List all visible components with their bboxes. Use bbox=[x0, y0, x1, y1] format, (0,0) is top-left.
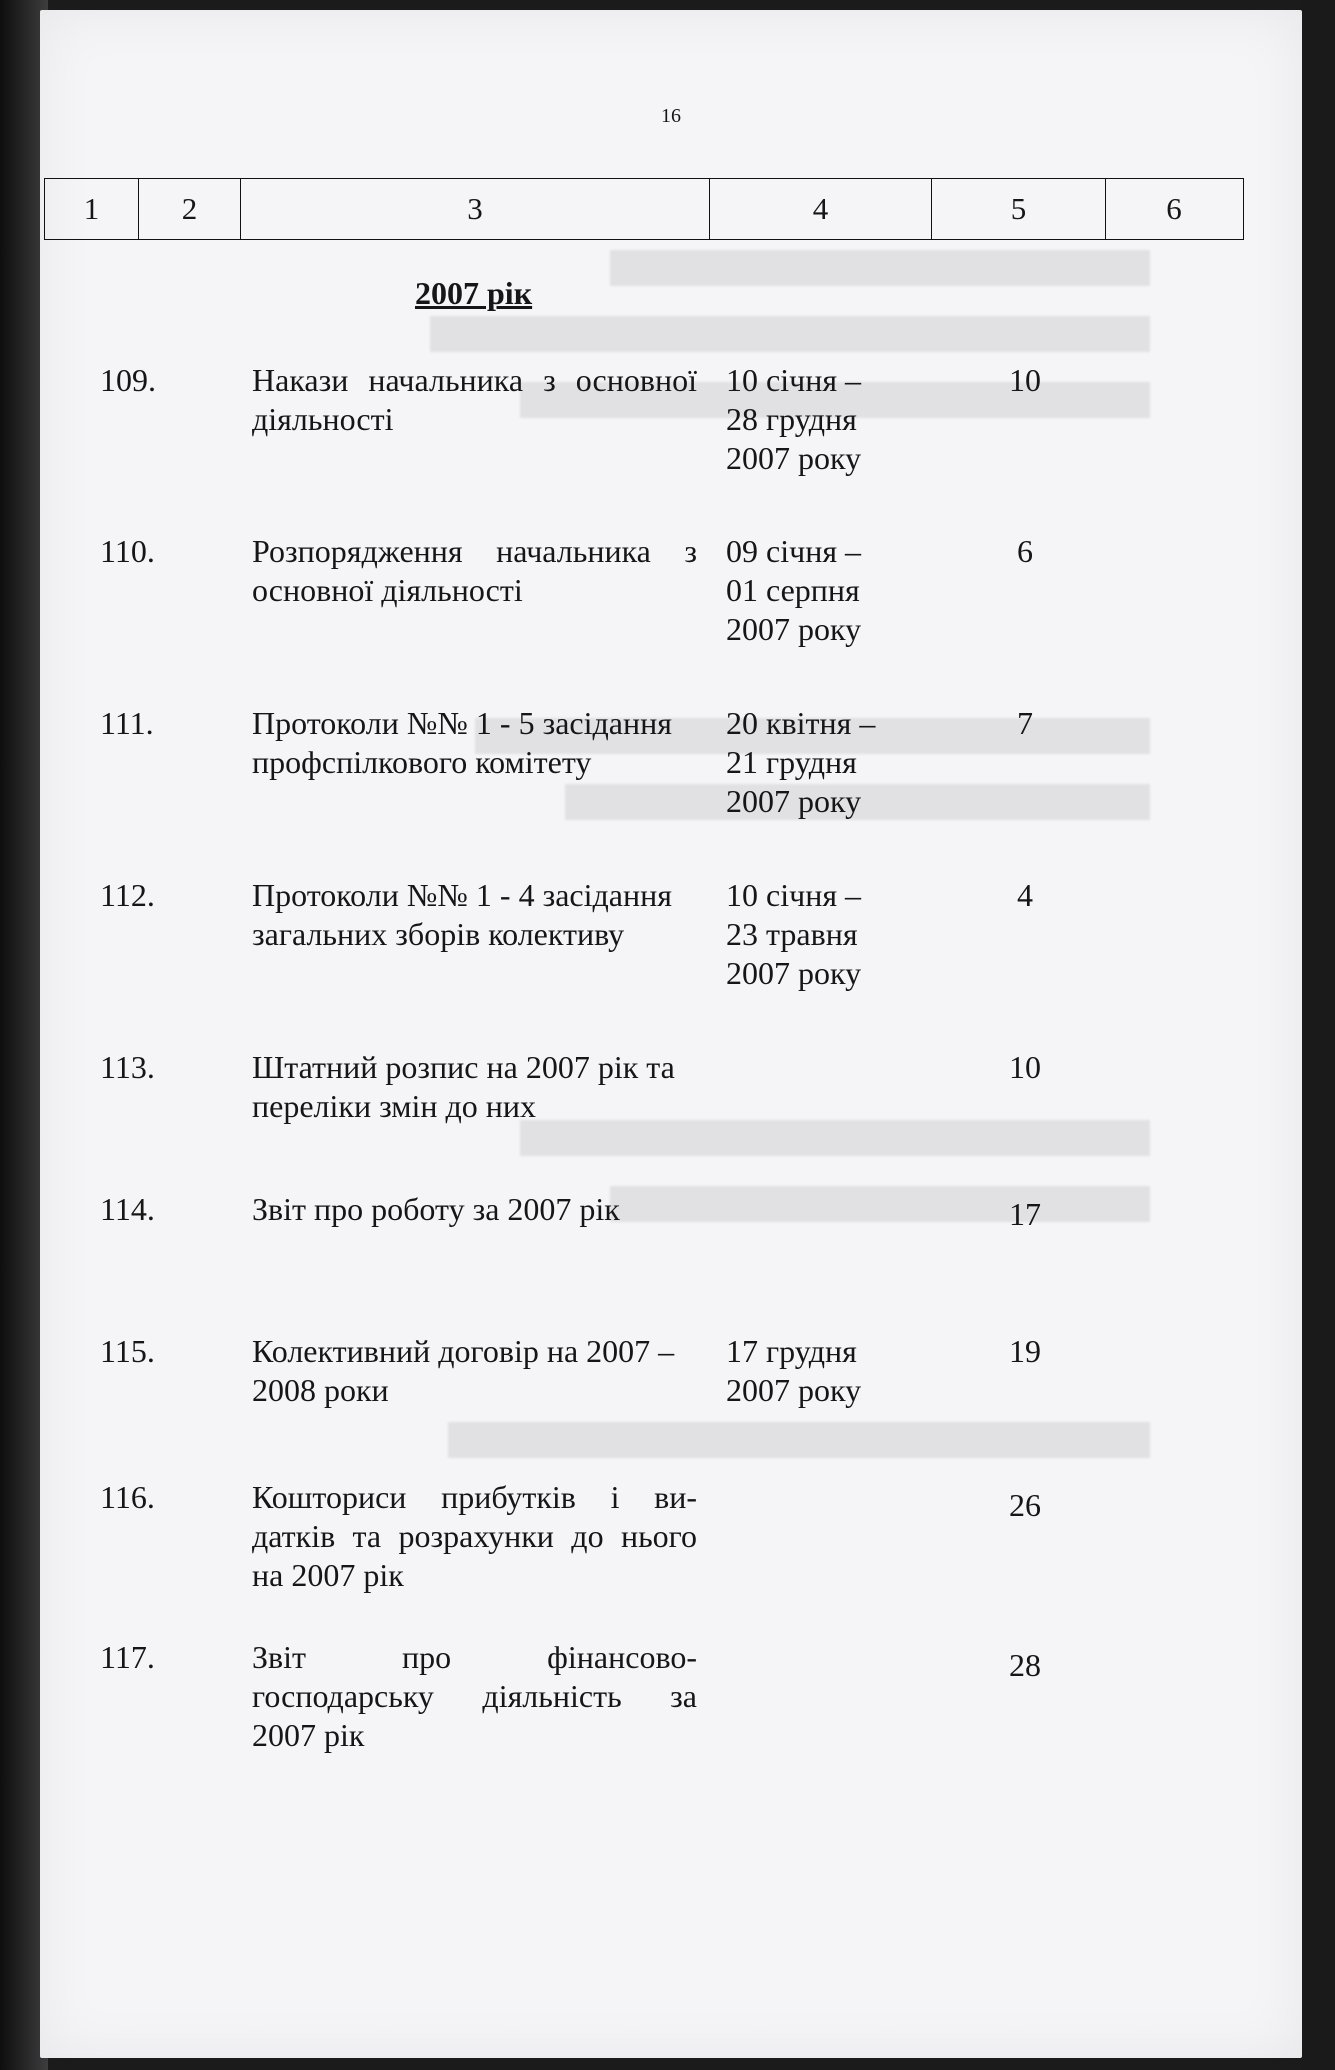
entry-number: 111. bbox=[100, 705, 154, 741]
entry-number: 117. bbox=[100, 1639, 155, 1675]
column-header-4: 4 bbox=[710, 179, 932, 239]
document-page bbox=[40, 10, 1302, 2058]
entry-count: 7 bbox=[1017, 705, 1033, 741]
column-header-6: 6 bbox=[1166, 191, 1182, 226]
entry-title: Колективний договір на 2007 – 2008 роки bbox=[252, 1333, 675, 1408]
entry-number: 112. bbox=[100, 877, 155, 913]
entry-title: Штатний розпис на 2007 рік та переліки змін до них bbox=[252, 1049, 675, 1124]
entry-count: 6 bbox=[1017, 533, 1033, 569]
column-header-1: 1 bbox=[45, 179, 139, 239]
entry-title: Протоколи №№ 1 - 5 засідання профспілкового комітету bbox=[252, 705, 672, 780]
entry-title: Кошториси прибутків і ви- датків та розрахунки до нього на 2007 рік bbox=[252, 1479, 697, 1593]
entry-title: Звіт про роботу за 2007 рік bbox=[252, 1191, 620, 1227]
entry-count: 28 bbox=[1009, 1647, 1041, 1683]
entry-count: 19 bbox=[1009, 1333, 1041, 1369]
column-header-5: 5 bbox=[932, 179, 1106, 239]
entry-count: 26 bbox=[1009, 1487, 1041, 1523]
entry-dates: 17 грудня 2007 року bbox=[726, 1333, 862, 1408]
entry-number: 110. bbox=[100, 533, 155, 569]
entry-count: 10 bbox=[1009, 362, 1041, 398]
entry-dates: 10 січня – 28 грудня 2007 року bbox=[726, 362, 862, 476]
entry-title: Розпорядження начальника з основної діяльності bbox=[252, 533, 697, 608]
entry-number: 116. bbox=[100, 1479, 155, 1515]
entry-dates: 20 квітня – 21 грудня 2007 року bbox=[726, 705, 876, 819]
page-number: 16 bbox=[661, 105, 681, 127]
year-heading: 2007 рік bbox=[415, 275, 533, 311]
scan-background bbox=[1300, 0, 1335, 2070]
column-header-2: 2 bbox=[139, 179, 241, 239]
entry-count: 4 bbox=[1017, 877, 1033, 913]
entry-count: 17 bbox=[1009, 1196, 1041, 1232]
entry-number: 115. bbox=[100, 1333, 155, 1369]
entry-dates: 09 січня – 01 серпня 2007 року bbox=[726, 533, 862, 647]
column-header-3: 3 bbox=[241, 179, 710, 239]
entry-title: Накази начальника з основної діяльності bbox=[252, 362, 697, 437]
column-header-row bbox=[44, 178, 1244, 240]
entry-number: 113. bbox=[100, 1049, 155, 1085]
entry-title: Звіт про фінансово- господарську діяльність за 2007 рік bbox=[252, 1639, 697, 1753]
entry-title: Протоколи №№ 1 - 4 засідання загальних зборів колективу bbox=[252, 877, 672, 952]
entry-count: 10 bbox=[1009, 1049, 1041, 1085]
entry-dates: 10 січня – 23 травня 2007 року bbox=[726, 877, 862, 991]
entry-number: 109. bbox=[100, 362, 156, 398]
entry-number: 114. bbox=[100, 1191, 155, 1227]
